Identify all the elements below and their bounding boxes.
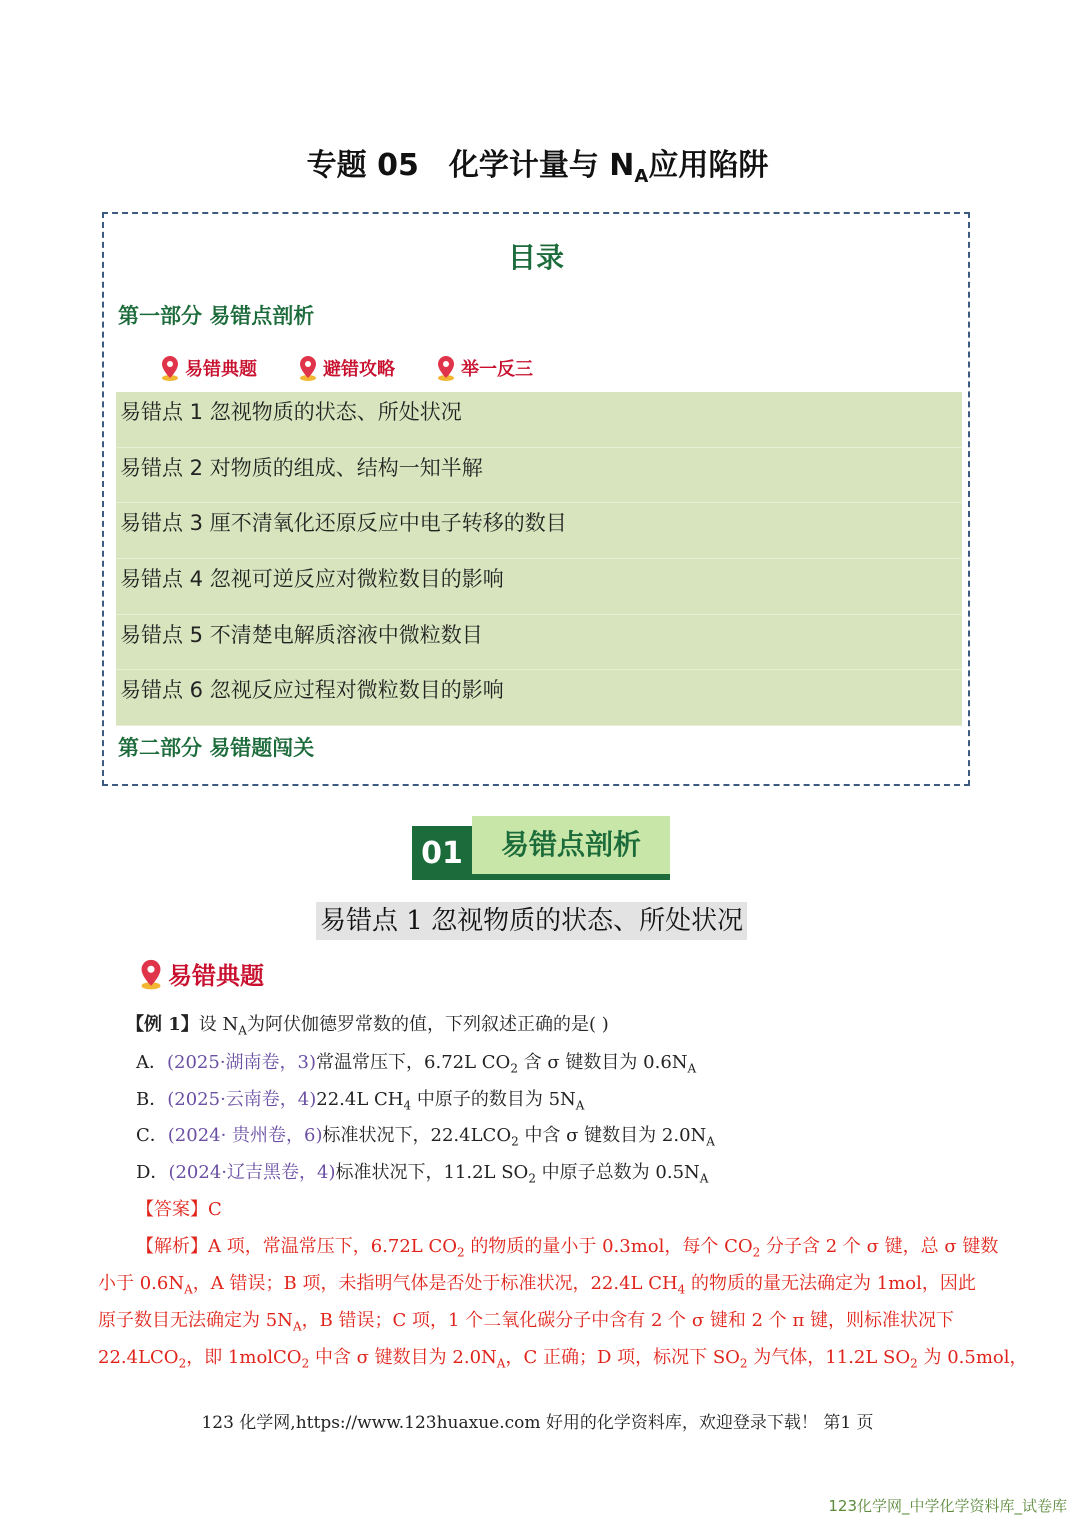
- location-pin-icon: [435, 354, 457, 382]
- analysis-line-1: [136, 1232, 998, 1260]
- analysis-text: 为 0.5mol，: [917, 1347, 1028, 1368]
- option-letter: C．: [136, 1125, 168, 1146]
- analysis-text: 分子含 2 个 σ 键，总 σ 键数: [760, 1236, 999, 1257]
- example-text: 为阿伏伽德罗常数的值，下列叙述正确的是( ): [246, 1014, 609, 1035]
- option-source: (2025·云南卷，4): [167, 1089, 317, 1110]
- option-sub: 2: [511, 1134, 519, 1149]
- toc-tag[interactable]: [435, 354, 533, 382]
- example-text: 设 N: [198, 1014, 239, 1035]
- option-sub: A: [706, 1134, 715, 1149]
- option-source: (2024·辽吉黑卷，4): [168, 1162, 336, 1183]
- option-text: 标准状况下，11.2L SO: [335, 1162, 529, 1183]
- analysis-line-4: [98, 1343, 1028, 1371]
- analysis-sub: A: [496, 1356, 506, 1371]
- option-text: 22.4L CH: [316, 1089, 404, 1110]
- toc-tag[interactable]: [297, 354, 395, 382]
- toc-item[interactable]: 易错点 4 忽视可逆反应对微粒数目的影响: [116, 559, 962, 615]
- analysis-sub: 2: [301, 1356, 310, 1371]
- option-letter: A．: [136, 1052, 167, 1073]
- analysis-sub: 4: [677, 1282, 686, 1297]
- answer-label: 【答案】: [136, 1199, 208, 1220]
- answer: [136, 1195, 222, 1221]
- section-banner: [412, 816, 670, 880]
- option-sub: 4: [403, 1098, 412, 1113]
- analysis-sub: 2: [739, 1356, 748, 1371]
- toc-tag[interactable]: [159, 354, 257, 382]
- analysis-label: 【解析】: [136, 1236, 208, 1257]
- option-text: 中原子总数为 0.5N: [535, 1162, 700, 1183]
- analysis-line-2: [98, 1269, 976, 1297]
- watermark: 123化学网_中学化学资料库_试卷库: [828, 1497, 1067, 1515]
- option-source: (2024· 贵州卷，6): [167, 1125, 323, 1146]
- toc-part2[interactable]: 第二部分 易错题闯关: [118, 736, 315, 760]
- option-text: 中含 σ 键数目为 2.0N: [518, 1125, 707, 1146]
- analysis-sub: 2: [457, 1245, 465, 1260]
- option-letter: B．: [136, 1089, 168, 1110]
- analysis-sub: A: [184, 1282, 193, 1297]
- option-source: (2025·湖南卷，3): [167, 1052, 317, 1073]
- option-text: 中原子的数目为 5N: [411, 1089, 576, 1110]
- location-pin-icon: [159, 354, 181, 382]
- option-b: [136, 1085, 584, 1113]
- subheading-text: 易错典题: [168, 962, 264, 990]
- option-c: [136, 1121, 715, 1149]
- title-main: 化学计量与 N: [448, 148, 635, 183]
- analysis-text: 为气体，11.2L SO: [747, 1347, 911, 1368]
- example-label: 【例 1】: [126, 1014, 199, 1035]
- toc-list: [116, 392, 962, 726]
- banner-number: 01: [412, 826, 472, 880]
- analysis-sub: 2: [910, 1356, 918, 1371]
- option-sub: A: [699, 1171, 709, 1186]
- toc-heading: 目录: [507, 241, 564, 274]
- title-suffix: 应用陷阱: [648, 148, 769, 183]
- analysis-text: 的物质的量无法确定为 1mol，因此: [685, 1273, 976, 1294]
- option-sub: 2: [510, 1061, 518, 1076]
- analysis-text: ，即 1molCO: [186, 1347, 302, 1368]
- banner-label: 易错点剖析: [472, 816, 670, 874]
- section-title: 易错点 1 忽视物质的状态、所处状况: [316, 902, 747, 940]
- answer-value: C: [208, 1199, 222, 1220]
- example-sub: A: [238, 1023, 247, 1038]
- toc-part1[interactable]: 第一部分 易错点剖析: [118, 304, 315, 328]
- analysis-text: ，C 正确；D 项，标况下 SO: [505, 1347, 740, 1368]
- analysis-text: 的物质的量小于 0.3mol，每个 CO: [464, 1236, 753, 1257]
- toc-item[interactable]: 易错点 1 忽视物质的状态、所处状况: [116, 392, 962, 448]
- title-prefix: 专题 05: [306, 148, 419, 183]
- analysis-sub: 2: [178, 1356, 187, 1371]
- tag-label: 举一反三: [461, 359, 533, 380]
- table-of-contents: [102, 212, 970, 786]
- option-sub: A: [687, 1061, 697, 1076]
- option-text: 含 σ 键数目为 0.6N: [517, 1052, 688, 1073]
- analysis-text: 小于 0.6N: [98, 1273, 185, 1294]
- page-title: [0, 140, 1075, 187]
- option-sub: 2: [528, 1171, 536, 1186]
- toc-item[interactable]: 易错点 5 不清楚电解质溶液中微粒数目: [116, 615, 962, 671]
- toc-item[interactable]: 易错点 2 对物质的组成、结构一知半解: [116, 448, 962, 504]
- option-text: 标准状况下，22.4LCO: [322, 1125, 512, 1146]
- analysis-text: A 项，常温常压下，6.72L CO: [208, 1236, 458, 1257]
- title-sub: A: [634, 166, 649, 187]
- toc-tags: [159, 354, 533, 382]
- option-a: [136, 1048, 696, 1076]
- toc-item[interactable]: 易错点 6 忽视反应过程对微粒数目的影响: [116, 670, 962, 726]
- analysis-text: 22.4LCO: [98, 1347, 179, 1368]
- location-pin-icon: [138, 957, 164, 991]
- option-d: [136, 1158, 708, 1186]
- subheading: [138, 956, 264, 991]
- analysis-line-3: [98, 1306, 954, 1334]
- option-letter: D．: [136, 1162, 169, 1183]
- tag-label: 易错典题: [185, 359, 257, 380]
- toc-item[interactable]: 易错点 3 厘不清氧化还原反应中电子转移的数目: [116, 503, 962, 559]
- analysis-sub: 2: [752, 1245, 761, 1260]
- option-sub: A: [575, 1098, 585, 1113]
- analysis-text: 原子数目无法确定为 5N: [98, 1310, 293, 1331]
- banner-underline: [472, 874, 670, 880]
- tag-label: 避错攻略: [323, 359, 395, 380]
- location-pin-icon: [297, 354, 319, 382]
- option-text: 常温常压下，6.72L CO: [316, 1052, 511, 1073]
- analysis-text: ，B 错误；C 项，1 个二氧化碳分子中含有 2 个 σ 键和 2 个 π 键，则标准状况下: [301, 1310, 955, 1331]
- analysis-text: ，A 错误；B 项，未指明气体是否处于标准状况，22.4L CH: [192, 1273, 678, 1294]
- analysis-sub: A: [292, 1319, 302, 1334]
- page-footer[interactable]: 123 化学网,https://www.123huaxue.com 好用的化学资料库，欢迎登录下载！ 第1 页: [201, 1413, 874, 1433]
- analysis-text: 中含 σ 键数目为 2.0N: [309, 1347, 497, 1368]
- example-question: [126, 1010, 609, 1038]
